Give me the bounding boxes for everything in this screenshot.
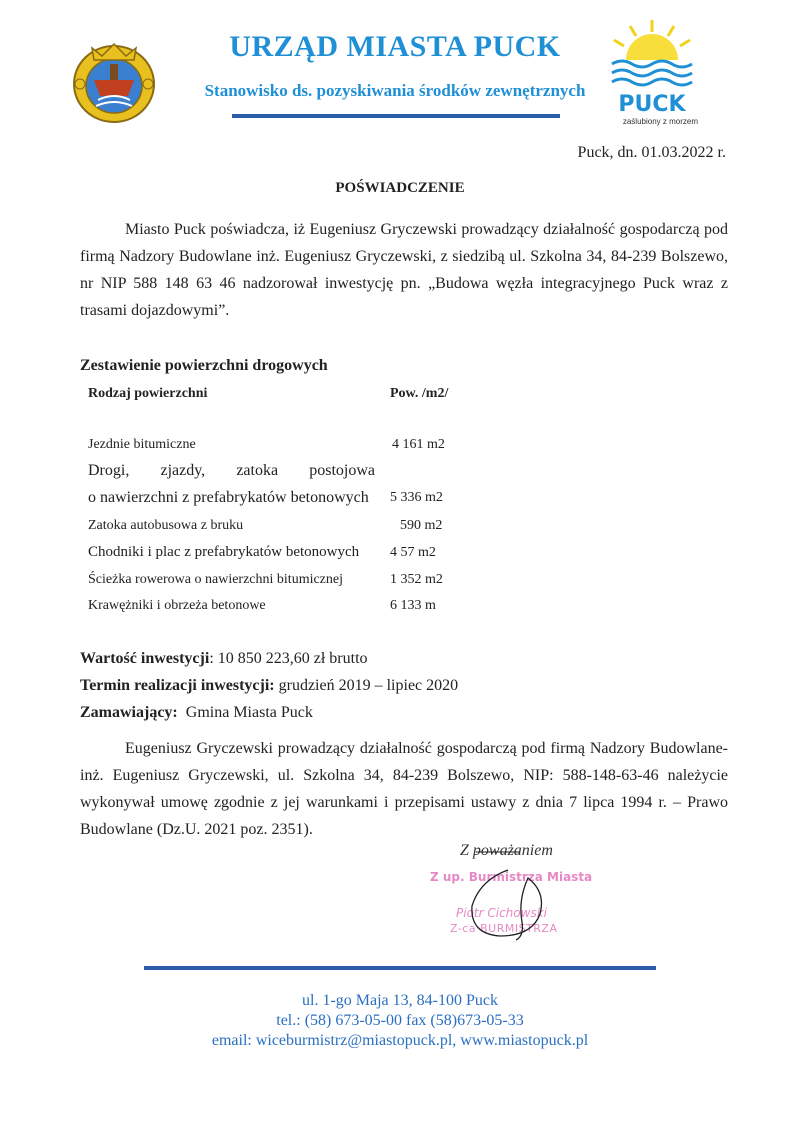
footer-address: ul. 1-go Maja 13, 84-100 Puck <box>302 992 498 1009</box>
table-row-value: 4 57 m2 <box>390 545 436 560</box>
document-date: Puck, dn. 01.03.2022 r. <box>577 144 726 161</box>
signature-block <box>420 840 620 950</box>
column-header-area: Pow. /m2/ <box>390 386 449 401</box>
investment-term <box>80 677 458 695</box>
investment-value <box>80 650 368 668</box>
stamp-role: Z-ca BURMISTRZA <box>450 922 558 935</box>
signature-greeting: Z poważaniem <box>460 842 553 859</box>
table-row-label: Krawężniki i obrzeża betonowe <box>88 598 266 613</box>
table-row-value: 1 352 m2 <box>390 572 443 587</box>
investment-term-text: grudzień 2019 – lipiec 2020 <box>274 677 459 694</box>
table-row-value: 4 161 m2 <box>392 437 445 452</box>
logo-tagline: zaślubiony z morzem <box>622 117 698 126</box>
footer-divider <box>144 966 656 970</box>
sun-waves-icon <box>606 18 698 90</box>
handwritten-signature-icon <box>420 840 620 950</box>
table-row-value: 6 133 m <box>390 598 436 613</box>
office-subtitle: Stanowisko ds. pozyskiwania środków zewnętrznych <box>204 81 586 100</box>
table-row-label: Chodniki i plac z prefabrykatów betonowych <box>88 544 360 560</box>
logo-text: PUCK <box>618 92 686 117</box>
closing-paragraph: Eugeniusz Gryczewski prowadzący działalność gospodarczą pod firmą Nadzory Budowlane-inż. Eugeniusz Gryczewski, ul. Szkolna 34, 84-239 Bolszewo, NIP: 588-148-63-46 należycie wykonywał umowę zgodnie z jej warunkami i przepisami ustawy z dnia 7 lipca 1994 r. – Prawo Budowlane (Dz.U. 2021 poz. 2351). <box>80 740 728 838</box>
investment-client-text: Gmina Miasta Puck <box>177 704 313 721</box>
column-header-type: Rodzaj powierzchni <box>88 386 208 401</box>
table-row-label: Drogi, zjazdy, zatoka postojowa <box>88 462 375 479</box>
coat-of-arms-icon <box>68 34 160 126</box>
header-divider <box>232 114 560 118</box>
table-row-label: Jezdnie bitumiczne <box>88 437 196 452</box>
stamp-name: Piotr Cichowski <box>456 906 547 920</box>
footer-phone: tel.: (58) 673-05-00 fax (58)673-05-33 <box>276 1012 524 1029</box>
table-section-title: Zestawienie powierzchni drogowych <box>80 357 328 374</box>
investment-term-label: Termin realizacji inwestycji: <box>80 677 275 694</box>
table-row-label: Ścieżka rowerowa o nawierzchni bitumicznej <box>88 572 344 587</box>
footer-email: email: wiceburmistrz@miastopuck.pl, www.miastopuck.pl <box>211 1032 589 1049</box>
investment-value-label: Wartość inwestycji <box>80 650 210 667</box>
table-row-label: o nawierzchni z prefabrykatów betonowych <box>88 489 369 506</box>
table-row-label: Zatoka autobusowa z bruku <box>88 518 244 533</box>
investment-client-label: Zamawiający: <box>80 704 178 721</box>
office-title: URZĄD MIASTA PUCK <box>229 30 561 63</box>
stamp-authority: Z up. Burmistrza Miasta <box>430 870 593 884</box>
table-row-value: 5 336 m2 <box>390 490 443 505</box>
document-title: POŚWIADCZENIE <box>335 180 465 196</box>
table-row-value: 590 m2 <box>400 518 443 533</box>
investment-client <box>80 704 313 722</box>
intro-paragraph: Miasto Puck poświadcza, iż Eugeniusz Gryczewski prowadzący działalność gospodarczą pod firmą Nadzory Budowlane inż. Eugeniusz Gryczewski, z siedzibą ul. Szkolna 34, 84-239 Bolszewo, nr NIP 588 148 63 46 nadzorował inwestycję pn. „Budowa węzła integracyjnego Puck wraz z trasami dojazdowymi”. <box>80 221 728 319</box>
puck-logo <box>606 18 698 130</box>
investment-value-text: : 10 850 223,60 zł brutto <box>209 650 368 667</box>
